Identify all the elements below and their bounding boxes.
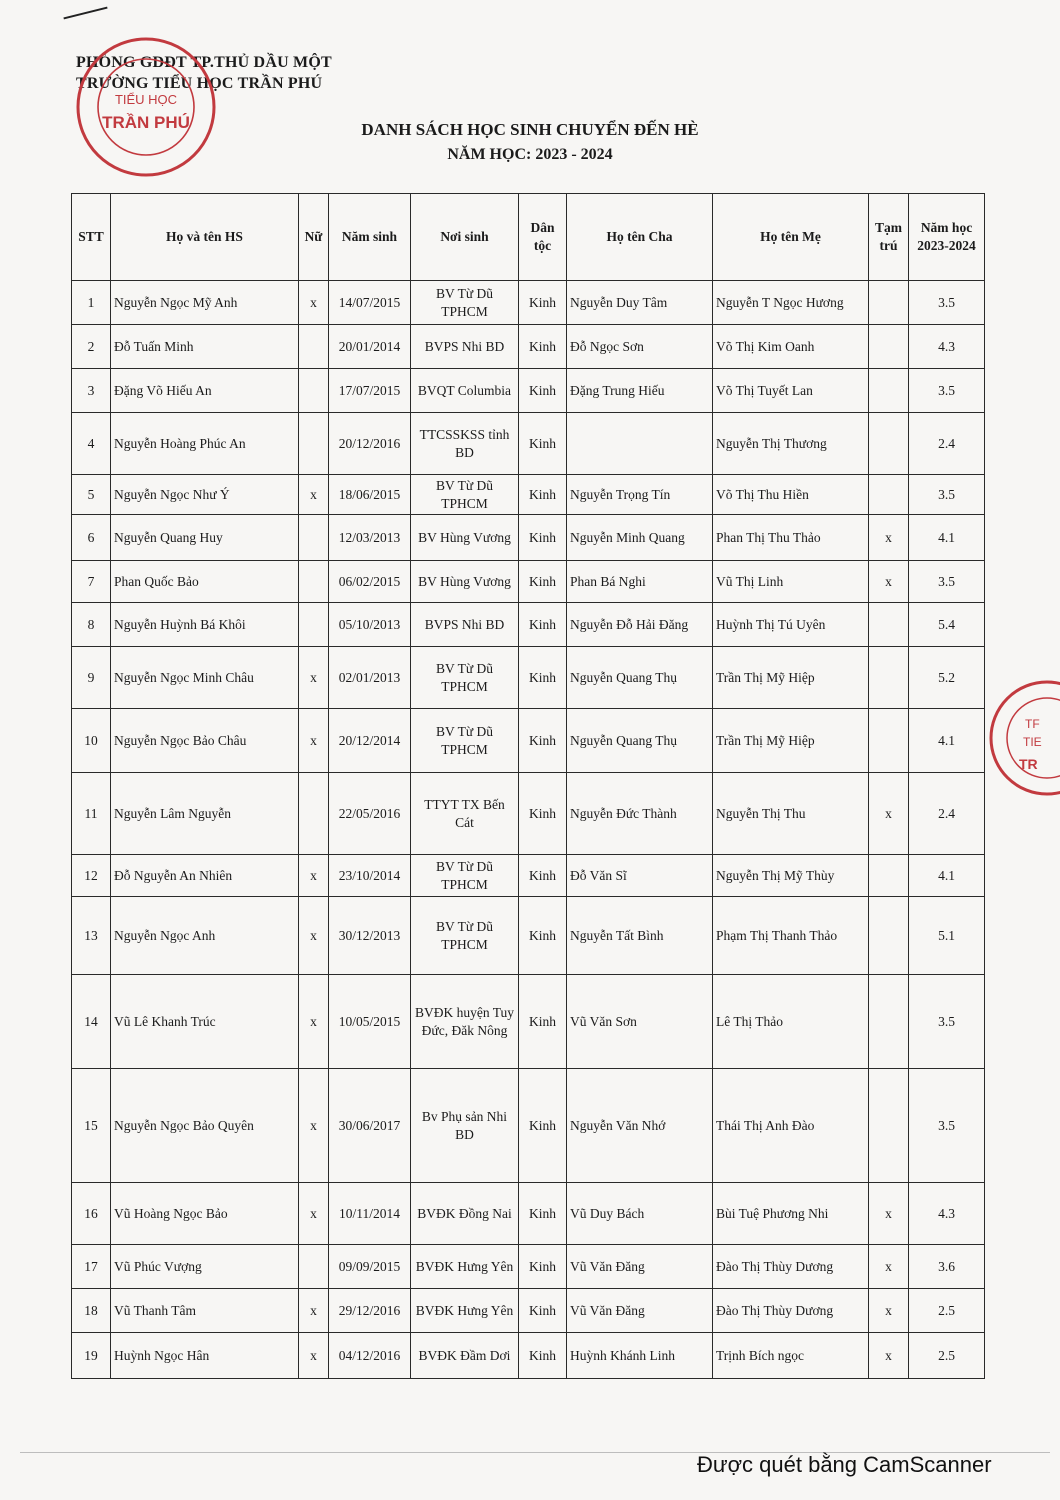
- cell-stt: 12: [72, 855, 111, 897]
- table-row: [72, 475, 985, 515]
- cell-name: Vũ Thanh Tâm: [111, 1289, 299, 1333]
- cell-stt: 18: [72, 1289, 111, 1333]
- cell-dob: 23/10/2014: [329, 855, 411, 897]
- cell-father: Nguyễn Đức Thành: [567, 773, 713, 855]
- cell-stt: 11: [72, 773, 111, 855]
- cell-name: Nguyễn Ngọc Như Ý: [111, 475, 299, 515]
- cell-birthplace: BVQT Columbia: [411, 369, 519, 413]
- school-year-title: NĂM HỌC: 2023 - 2024: [447, 146, 613, 163]
- cell-ethnicity: Kinh: [519, 855, 567, 897]
- table-row: [72, 515, 985, 561]
- cell-birthplace: BVĐK Hưng Yên: [411, 1245, 519, 1289]
- cell-birthplace: BVĐK Đầm Dơi: [411, 1333, 519, 1379]
- cell-temporary-residence: [869, 975, 909, 1069]
- cell-mother: Đào Thị Thùy Dương: [713, 1245, 869, 1289]
- cell-female: x: [299, 855, 329, 897]
- cell-name: Nguyễn Hoàng Phúc An: [111, 413, 299, 475]
- cell-ethnicity: Kinh: [519, 475, 567, 515]
- cell-temporary-residence: x: [869, 561, 909, 603]
- cell-birthplace: BV Từ Dũ TPHCM: [411, 475, 519, 515]
- cell-female: [299, 603, 329, 647]
- cell-class: 3.5: [909, 561, 985, 603]
- cell-class: 5.2: [909, 647, 985, 709]
- cell-stt: 15: [72, 1069, 111, 1183]
- cell-stt: 1: [72, 281, 111, 325]
- header-temp-line1: Tạm: [875, 220, 902, 235]
- svg-text:TIE: TIE: [1023, 735, 1042, 749]
- svg-text:TRẦN PHÚ: TRẦN PHÚ: [102, 113, 190, 132]
- cell-mother: Lê Thị Thảo: [713, 975, 869, 1069]
- cell-dob: 18/06/2015: [329, 475, 411, 515]
- header-stt: STT: [72, 194, 111, 281]
- cell-birthplace: Bv Phụ sản Nhi BD: [411, 1069, 519, 1183]
- cell-birthplace: BVĐK Hưng Yên: [411, 1289, 519, 1333]
- cell-mother: Nguyễn Thị Thương: [713, 413, 869, 475]
- cell-temporary-residence: [869, 855, 909, 897]
- cell-dob: 22/05/2016: [329, 773, 411, 855]
- cell-class: 3.5: [909, 1069, 985, 1183]
- cell-name: Nguyễn Huỳnh Bá Khôi: [111, 603, 299, 647]
- cell-ethnicity: Kinh: [519, 1245, 567, 1289]
- table-row: [72, 1069, 985, 1183]
- cell-dob: 17/07/2015: [329, 369, 411, 413]
- table-row: [72, 647, 985, 709]
- cell-ethnicity: Kinh: [519, 1333, 567, 1379]
- cell-female: x: [299, 647, 329, 709]
- cell-ethnicity: Kinh: [519, 773, 567, 855]
- header-ethnicity-line1: Dân: [530, 220, 555, 235]
- cell-father: Đặng Trung Hiếu: [567, 369, 713, 413]
- cell-father: Đỗ Văn Sĩ: [567, 855, 713, 897]
- cell-name: Nguyễn Ngọc Mỹ Anh: [111, 281, 299, 325]
- cell-dob: 30/06/2017: [329, 1069, 411, 1183]
- header-ethnicity-line2: tộc: [533, 238, 552, 253]
- table-row: [72, 773, 985, 855]
- cell-father: Nguyễn Tất Bình: [567, 897, 713, 975]
- table-row: [72, 603, 985, 647]
- cell-class: 4.1: [909, 515, 985, 561]
- cell-dob: 30/12/2013: [329, 897, 411, 975]
- cell-class: 4.1: [909, 709, 985, 773]
- camscanner-watermark: Được quét bằng CamScanner: [697, 1452, 992, 1477]
- cell-father: Nguyễn Duy Tâm: [567, 281, 713, 325]
- cell-dob: 04/12/2016: [329, 1333, 411, 1379]
- header-temporary-residence: [869, 194, 909, 281]
- cell-dob: 10/11/2014: [329, 1183, 411, 1245]
- cell-stt: 10: [72, 709, 111, 773]
- cell-temporary-residence: x: [869, 1183, 909, 1245]
- cell-temporary-residence: x: [869, 1289, 909, 1333]
- org-line-2: TRƯỜNG TIỂU HỌC TRẦN PHÚ: [76, 75, 323, 92]
- cell-female: [299, 325, 329, 369]
- cell-temporary-residence: [869, 647, 909, 709]
- cell-birthplace: BV Từ Dũ TPHCM: [411, 897, 519, 975]
- cell-mother: Trịnh Bích ngọc: [713, 1333, 869, 1379]
- cell-temporary-residence: [869, 603, 909, 647]
- cell-stt: 4: [72, 413, 111, 475]
- cell-ethnicity: Kinh: [519, 325, 567, 369]
- organization-header: [76, 52, 332, 94]
- cell-female: [299, 1245, 329, 1289]
- cell-stt: 3: [72, 369, 111, 413]
- cell-female: x: [299, 475, 329, 515]
- table-row: [72, 897, 985, 975]
- cell-class: 4.3: [909, 325, 985, 369]
- cell-class: 2.5: [909, 1333, 985, 1379]
- header-ethnicity: [519, 194, 567, 281]
- cell-female: x: [299, 1289, 329, 1333]
- table-body: [72, 281, 985, 1379]
- cell-ethnicity: Kinh: [519, 1183, 567, 1245]
- header-father: Họ tên Cha: [567, 194, 713, 281]
- header-female: Nữ: [299, 194, 329, 281]
- cell-name: Vũ Phúc Vượng: [111, 1245, 299, 1289]
- cell-father: Nguyễn Quang Thụ: [567, 647, 713, 709]
- cell-dob: 20/12/2014: [329, 709, 411, 773]
- cell-class: 2.5: [909, 1289, 985, 1333]
- cell-mother: Vũ Thị Linh: [713, 561, 869, 603]
- cell-female: x: [299, 1333, 329, 1379]
- cell-dob: 10/05/2015: [329, 975, 411, 1069]
- header-dob: Năm sinh: [329, 194, 411, 281]
- cell-mother: Huỳnh Thị Tú Uyên: [713, 603, 869, 647]
- table-row: [72, 281, 985, 325]
- cell-father: Huỳnh Khánh Linh: [567, 1333, 713, 1379]
- cell-birthplace: BV Hùng Vương: [411, 561, 519, 603]
- cell-ethnicity: Kinh: [519, 369, 567, 413]
- cell-dob: 20/12/2016: [329, 413, 411, 475]
- svg-text:TIỂU HỌC: TIỂU HỌC: [114, 92, 178, 107]
- cell-dob: 09/09/2015: [329, 1245, 411, 1289]
- cell-name: Đỗ Tuấn Minh: [111, 325, 299, 369]
- cell-birthplace: BV Từ Dũ TPHCM: [411, 855, 519, 897]
- cell-mother: Đào Thị Thùy Dương: [713, 1289, 869, 1333]
- cell-name: Huỳnh Ngọc Hân: [111, 1333, 299, 1379]
- table-row: [72, 1245, 985, 1289]
- cell-mother: Nguyễn T Ngọc Hương: [713, 281, 869, 325]
- table-row: [72, 1183, 985, 1245]
- header-temp-line2: trú: [879, 238, 898, 253]
- table-row: [72, 1289, 985, 1333]
- cell-class: 3.5: [909, 369, 985, 413]
- cell-ethnicity: Kinh: [519, 975, 567, 1069]
- cell-mother: Phạm Thị Thanh Thảo: [713, 897, 869, 975]
- cell-name: Đặng Võ Hiếu An: [111, 369, 299, 413]
- cell-mother: Thái Thị Anh Đào: [713, 1069, 869, 1183]
- cell-birthplace: BV Từ Dũ TPHCM: [411, 647, 519, 709]
- cell-mother: Trần Thị Mỹ Hiệp: [713, 647, 869, 709]
- cell-temporary-residence: x: [869, 773, 909, 855]
- header-birthplace: Nơi sinh: [411, 194, 519, 281]
- cell-father: Vũ Văn Sơn: [567, 975, 713, 1069]
- cell-father: Nguyễn Minh Quang: [567, 515, 713, 561]
- cell-father: Vũ Văn Đăng: [567, 1289, 713, 1333]
- cell-stt: 13: [72, 897, 111, 975]
- pen-mark: [63, 7, 107, 20]
- cell-temporary-residence: [869, 1069, 909, 1183]
- cell-birthplace: BVPS Nhi BD: [411, 603, 519, 647]
- cell-ethnicity: Kinh: [519, 603, 567, 647]
- cell-class: 3.5: [909, 975, 985, 1069]
- cell-stt: 17: [72, 1245, 111, 1289]
- cell-birthplace: TTCSSKSS tỉnh BD: [411, 413, 519, 475]
- cell-stt: 19: [72, 1333, 111, 1379]
- cell-dob: 29/12/2016: [329, 1289, 411, 1333]
- header-school-year: [909, 194, 985, 281]
- cell-temporary-residence: [869, 709, 909, 773]
- cell-ethnicity: Kinh: [519, 281, 567, 325]
- cell-name: Vũ Lê Khanh Trúc: [111, 975, 299, 1069]
- table-row: [72, 369, 985, 413]
- student-list-table: [71, 193, 985, 1379]
- cell-temporary-residence: [869, 281, 909, 325]
- cell-dob: 06/02/2015: [329, 561, 411, 603]
- cell-dob: 20/01/2014: [329, 325, 411, 369]
- cell-father: Phan Bá Nghi: [567, 561, 713, 603]
- cell-class: 2.4: [909, 773, 985, 855]
- header-year-line1: Năm học: [920, 220, 973, 235]
- cell-ethnicity: Kinh: [519, 561, 567, 603]
- partial-stamp: [985, 678, 1060, 798]
- cell-class: 3.5: [909, 281, 985, 325]
- cell-stt: 14: [72, 975, 111, 1069]
- svg-text:TF: TF: [1025, 717, 1040, 731]
- cell-female: [299, 773, 329, 855]
- table-row: [72, 1333, 985, 1379]
- cell-name: Nguyễn Lâm Nguyễn: [111, 773, 299, 855]
- cell-birthplace: BV Từ Dũ TPHCM: [411, 281, 519, 325]
- cell-mother: Võ Thị Kim Oanh: [713, 325, 869, 369]
- table-row: [72, 855, 985, 897]
- cell-stt: 6: [72, 515, 111, 561]
- document-title: DANH SÁCH HỌC SINH CHUYỂN ĐẾN HÈ: [361, 120, 699, 139]
- cell-ethnicity: Kinh: [519, 647, 567, 709]
- cell-class: 3.5: [909, 475, 985, 515]
- cell-female: [299, 561, 329, 603]
- cell-mother: Nguyễn Thị Mỹ Thùy: [713, 855, 869, 897]
- table-row: [72, 709, 985, 773]
- cell-temporary-residence: x: [869, 1245, 909, 1289]
- cell-ethnicity: Kinh: [519, 897, 567, 975]
- cell-ethnicity: Kinh: [519, 515, 567, 561]
- cell-temporary-residence: [869, 897, 909, 975]
- cell-stt: 2: [72, 325, 111, 369]
- cell-female: x: [299, 281, 329, 325]
- cell-birthplace: TTYT TX Bến Cát: [411, 773, 519, 855]
- cell-name: Nguyễn Ngọc Bảo Châu: [111, 709, 299, 773]
- cell-father: Đỗ Ngọc Sơn: [567, 325, 713, 369]
- cell-female: x: [299, 897, 329, 975]
- cell-mother: Phan Thị Thu Thảo: [713, 515, 869, 561]
- cell-birthplace: BV Từ Dũ TPHCM: [411, 709, 519, 773]
- cell-father: Nguyễn Trọng Tín: [567, 475, 713, 515]
- cell-ethnicity: Kinh: [519, 413, 567, 475]
- cell-stt: 7: [72, 561, 111, 603]
- cell-temporary-residence: [869, 325, 909, 369]
- cell-father: Nguyễn Đỗ Hải Đăng: [567, 603, 713, 647]
- cell-class: 4.3: [909, 1183, 985, 1245]
- cell-dob: 05/10/2013: [329, 603, 411, 647]
- cell-temporary-residence: [869, 413, 909, 475]
- cell-female: x: [299, 975, 329, 1069]
- cell-female: x: [299, 1069, 329, 1183]
- cell-father: Vũ Duy Bách: [567, 1183, 713, 1245]
- cell-dob: 12/03/2013: [329, 515, 411, 561]
- cell-mother: Võ Thị Tuyết Lan: [713, 369, 869, 413]
- cell-father: Nguyễn Văn Nhớ: [567, 1069, 713, 1183]
- svg-text:TR: TR: [1019, 756, 1038, 772]
- cell-stt: 16: [72, 1183, 111, 1245]
- cell-temporary-residence: [869, 475, 909, 515]
- header-name: Họ và tên HS: [111, 194, 299, 281]
- cell-female: x: [299, 1183, 329, 1245]
- table-row: [72, 561, 985, 603]
- cell-father: Vũ Văn Đăng: [567, 1245, 713, 1289]
- cell-mother: Võ Thị Thu Hiền: [713, 475, 869, 515]
- cell-name: Đỗ Nguyễn An Nhiên: [111, 855, 299, 897]
- cell-female: x: [299, 709, 329, 773]
- cell-name: Nguyễn Ngọc Minh Châu: [111, 647, 299, 709]
- cell-birthplace: BVĐK huyện Tuy Đức, Đăk Nông: [411, 975, 519, 1069]
- header-mother: Họ tên Mẹ: [713, 194, 869, 281]
- cell-dob: 14/07/2015: [329, 281, 411, 325]
- cell-birthplace: BV Hùng Vương: [411, 515, 519, 561]
- header-year-line2: 2023-2024: [917, 238, 976, 253]
- cell-mother: Bùi Tuệ Phương Nhi: [713, 1183, 869, 1245]
- table-header-row: [72, 194, 985, 281]
- cell-stt: 9: [72, 647, 111, 709]
- cell-birthplace: BVPS Nhi BD: [411, 325, 519, 369]
- cell-class: 2.4: [909, 413, 985, 475]
- cell-name: Phan Quốc Bảo: [111, 561, 299, 603]
- cell-dob: 02/01/2013: [329, 647, 411, 709]
- org-line-1: PHÒNG GDĐT TP.THỦ DẦU MỘT: [76, 54, 332, 71]
- cell-female: [299, 413, 329, 475]
- table-row: [72, 413, 985, 475]
- table-row: [72, 975, 985, 1069]
- cell-class: 5.1: [909, 897, 985, 975]
- cell-birthplace: BVĐK Đồng Nai: [411, 1183, 519, 1245]
- cell-name: Nguyễn Ngọc Bảo Quyên: [111, 1069, 299, 1183]
- cell-ethnicity: Kinh: [519, 1069, 567, 1183]
- cell-temporary-residence: x: [869, 1333, 909, 1379]
- cell-class: 4.1: [909, 855, 985, 897]
- cell-stt: 5: [72, 475, 111, 515]
- cell-ethnicity: Kinh: [519, 709, 567, 773]
- cell-father: Nguyễn Quang Thụ: [567, 709, 713, 773]
- cell-female: [299, 369, 329, 413]
- cell-father: [567, 413, 713, 475]
- cell-class: 3.6: [909, 1245, 985, 1289]
- cell-temporary-residence: x: [869, 515, 909, 561]
- table-row: [72, 325, 985, 369]
- cell-name: Nguyễn Ngọc Anh: [111, 897, 299, 975]
- cell-mother: Nguyễn Thị Thu: [713, 773, 869, 855]
- cell-name: Vũ Hoàng Ngọc Bảo: [111, 1183, 299, 1245]
- cell-class: 5.4: [909, 603, 985, 647]
- cell-temporary-residence: [869, 369, 909, 413]
- cell-stt: 8: [72, 603, 111, 647]
- cell-female: [299, 515, 329, 561]
- cell-mother: Trần Thị Mỹ Hiệp: [713, 709, 869, 773]
- cell-name: Nguyễn Quang Huy: [111, 515, 299, 561]
- cell-ethnicity: Kinh: [519, 1289, 567, 1333]
